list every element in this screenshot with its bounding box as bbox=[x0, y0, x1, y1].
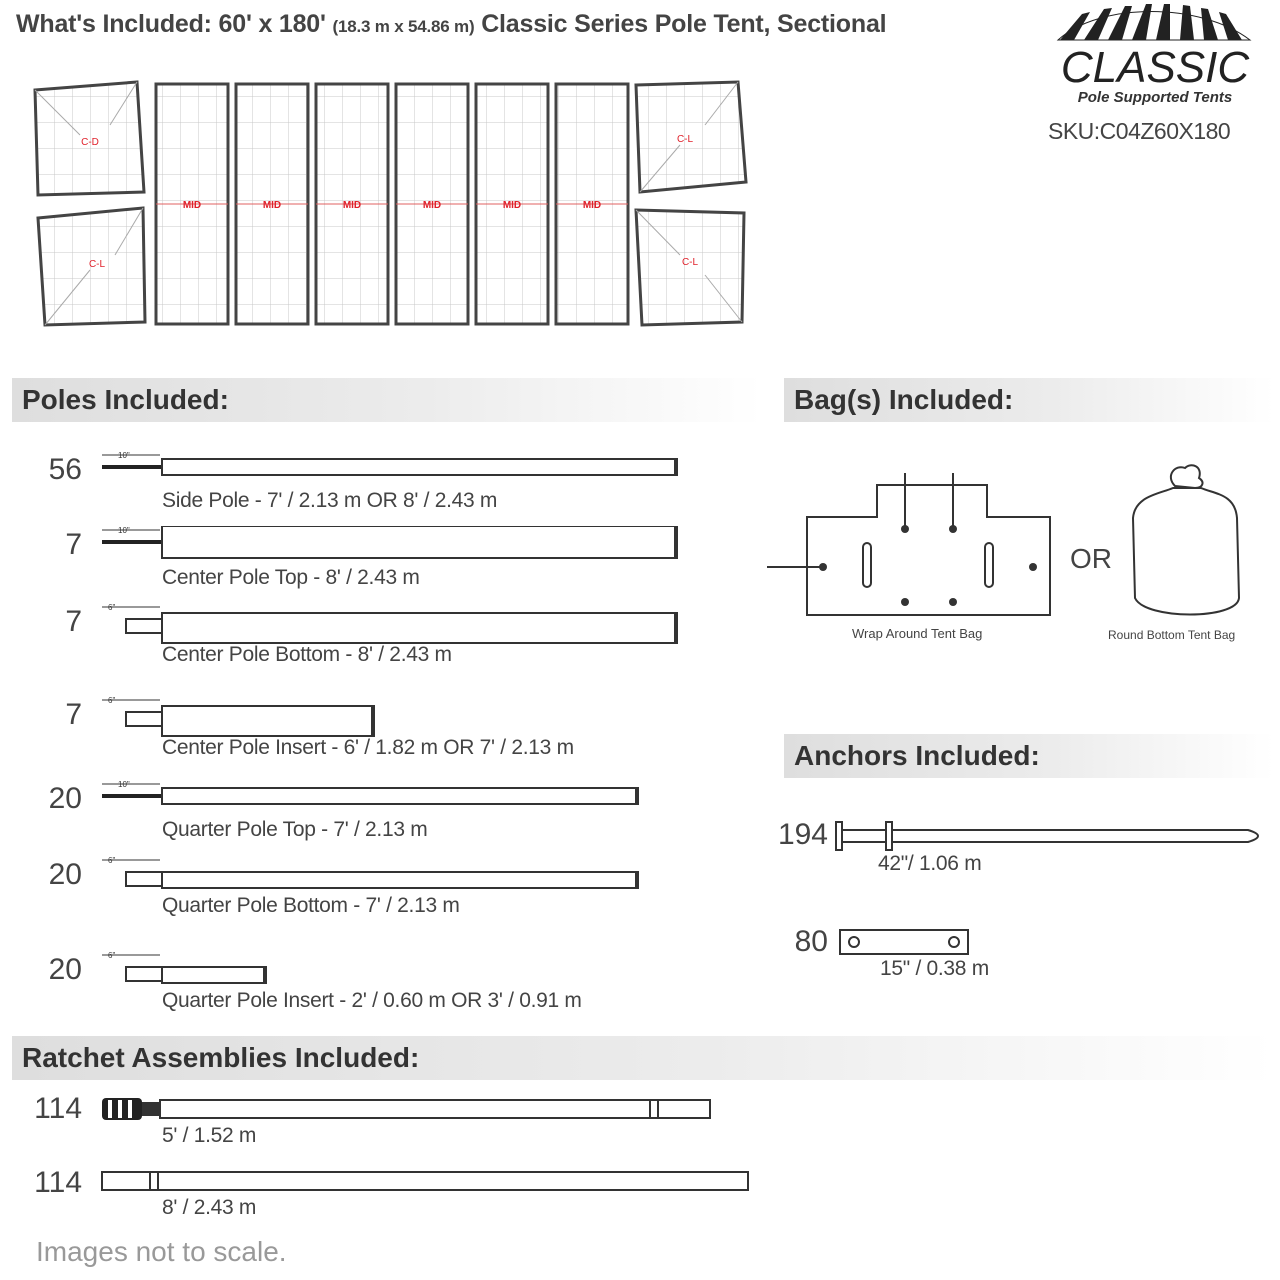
pole-label: Quarter Pole Bottom - 7' / 2.13 m bbox=[162, 894, 460, 917]
corner-panel-bottom-left bbox=[38, 208, 145, 325]
pin-length-label: 10" bbox=[118, 780, 130, 789]
ratchet-label: 5' / 1.52 m bbox=[162, 1124, 257, 1147]
bags-heading: Bag(s) Included: bbox=[784, 378, 1274, 422]
pole-qty: 20 bbox=[48, 782, 82, 815]
pin-length-label: 6" bbox=[108, 951, 116, 960]
ratchet-qty: 114 bbox=[34, 1092, 82, 1125]
anchor-label: 42"/ 1.06 m bbox=[878, 852, 982, 875]
corner-panel-top-left bbox=[35, 82, 144, 195]
pin-length-label: 10" bbox=[118, 451, 130, 460]
pole-label: Center Pole Bottom - 8' / 2.43 m bbox=[162, 643, 452, 666]
pin-length-label: 6" bbox=[108, 856, 116, 865]
anchors-heading: Anchors Included: bbox=[784, 734, 1274, 778]
anchor-plate bbox=[836, 926, 976, 960]
pole-drawing bbox=[96, 526, 696, 570]
corner-label: C-L bbox=[681, 257, 699, 268]
ratchet-strap bbox=[96, 1166, 756, 1198]
pole-label: Quarter Pole Insert - 2' / 0.60 m OR 3' / 0.91 m bbox=[162, 989, 582, 1012]
mid-label: MID bbox=[502, 200, 522, 211]
round-bottom-tent-bag bbox=[1125, 458, 1255, 628]
mid-panels bbox=[156, 84, 628, 324]
pole-qty: 20 bbox=[48, 858, 82, 891]
pin-length-label: 6" bbox=[108, 603, 116, 612]
corner-label: C-D bbox=[81, 137, 99, 148]
ratchet-label: 8' / 2.43 m bbox=[162, 1196, 257, 1219]
mid-panel bbox=[476, 84, 548, 324]
mid-panel bbox=[556, 84, 628, 324]
pole-label: Center Pole Insert - 6' / 1.82 m OR 7' / 2.13 m bbox=[162, 736, 574, 759]
pole-label: Quarter Pole Top - 7' / 2.13 m bbox=[162, 818, 428, 841]
corner-panel-top-right bbox=[636, 82, 746, 192]
round-bag-label: Round Bottom Tent Bag bbox=[1108, 628, 1236, 642]
corner-panel-bottom-right bbox=[636, 210, 744, 325]
title-main: What's Included: 60' x 180' bbox=[16, 10, 326, 38]
title-rest: Classic Series Pole Tent, Sectional bbox=[481, 10, 887, 38]
poles-heading: Poles Included: bbox=[12, 378, 762, 422]
pole-qty: 20 bbox=[48, 953, 82, 986]
anchor-qty: 80 bbox=[794, 925, 828, 958]
mid-label: MID bbox=[182, 200, 202, 211]
pole-label: Center Pole Top - 8' / 2.43 m bbox=[162, 566, 420, 589]
footer-note: Images not to scale. bbox=[36, 1236, 287, 1267]
mid-label: MID bbox=[582, 200, 602, 211]
corner-label: C-L bbox=[676, 134, 694, 145]
mid-label: MID bbox=[342, 200, 362, 211]
tent-panel-layout bbox=[0, 70, 780, 340]
mid-panel bbox=[236, 84, 308, 324]
anchor-label: 15" / 0.38 m bbox=[880, 957, 989, 980]
mid-label: MID bbox=[262, 200, 282, 211]
pin-length-label: 6" bbox=[108, 696, 116, 705]
corner-label: C-L bbox=[88, 259, 106, 270]
anchor-qty: 194 bbox=[777, 818, 828, 851]
sku-label: SKU:C04Z60X180 bbox=[1048, 118, 1231, 144]
mid-panel bbox=[316, 84, 388, 324]
pole-qty: 56 bbox=[48, 453, 82, 486]
page-title bbox=[16, 10, 886, 39]
logo-subtext: Pole Supported Tents bbox=[1077, 89, 1233, 106]
pole-qty: 7 bbox=[65, 698, 82, 731]
mid-panel bbox=[156, 84, 228, 324]
ratchets-heading: Ratchet Assemblies Included: bbox=[12, 1036, 1274, 1080]
mid-panel bbox=[396, 84, 468, 324]
ratchet-qty: 114 bbox=[34, 1166, 82, 1199]
title-metric: (18.3 m x 54.86 m) bbox=[332, 17, 475, 36]
classic-logo bbox=[1050, 2, 1260, 112]
logo-text: CLASSIC bbox=[1060, 43, 1250, 92]
pole-drawing bbox=[96, 696, 696, 740]
mid-label: MID bbox=[422, 200, 442, 211]
wrap-around-tent-bag bbox=[765, 465, 1065, 645]
pole-label: Side Pole - 7' / 2.13 m OR 8' / 2.43 m bbox=[162, 489, 498, 512]
wrap-bag-label: Wrap Around Tent Bag bbox=[852, 626, 983, 641]
pin-length-label: 10" bbox=[118, 526, 130, 535]
pole-qty: 7 bbox=[65, 528, 82, 561]
bag-or-label: OR bbox=[1070, 543, 1112, 574]
pole-drawing bbox=[96, 603, 696, 647]
pole-qty: 7 bbox=[65, 605, 82, 638]
